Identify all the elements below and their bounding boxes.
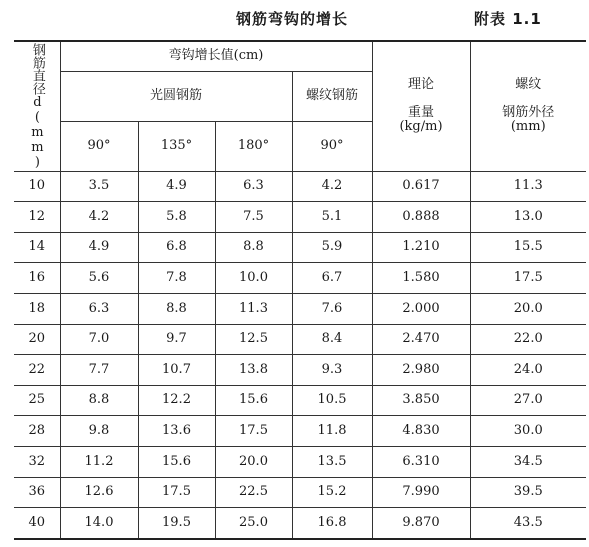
plain-180-cell: 17.5 [215,416,292,447]
plain-135-cell: 19.5 [138,508,215,539]
thread-diameter-header [470,41,586,171]
thread-header-line3: (mm) [510,119,546,135]
plain-90-cell: 9.8 [60,416,138,447]
diameter-header [14,41,60,171]
weight-header-line2: 重量 [408,105,435,121]
weight-header-line1: 理论 [408,76,435,92]
thread-diameter-cell: 13.0 [470,202,586,233]
plain-135-cell: 13.6 [138,416,215,447]
plain-90-cell: 8.8 [60,385,138,416]
ribbed-90-cell: 10.5 [292,385,372,416]
weight-cell: 0.617 [372,171,470,202]
plain-135-cell: 8.8 [138,293,215,324]
plain-180-cell: 11.3 [215,293,292,324]
table-row [14,416,586,447]
diameter-cell: 22 [14,355,60,386]
diameter-cell: 32 [14,446,60,477]
thread-diameter-cell: 17.5 [470,263,586,294]
plain-135-cell: 9.7 [138,324,215,355]
table-row [14,324,586,355]
angle-header-135: 135° [138,121,215,171]
table-row [14,508,586,539]
table-row [14,385,586,416]
table-row [14,202,586,233]
rebar-hook-table [14,40,586,540]
ribbed-bar-header: 螺纹钢筋 [292,71,372,121]
diameter-cell: 14 [14,232,60,263]
plain-90-cell: 4.9 [60,232,138,263]
angle-header-180: 180° [215,121,292,171]
plain-180-cell: 15.6 [215,385,292,416]
ribbed-90-cell: 4.2 [292,171,372,202]
thread-diameter-cell: 27.0 [470,385,586,416]
diameter-cell: 25 [14,385,60,416]
thread-diameter-cell: 34.5 [470,446,586,477]
plain-180-cell: 12.5 [215,324,292,355]
plain-90-cell: 14.0 [60,508,138,539]
table-row [14,293,586,324]
diameter-cell: 16 [14,263,60,294]
plain-135-cell: 6.8 [138,232,215,263]
weight-cell: 3.850 [372,385,470,416]
diameter-cell: 36 [14,477,60,508]
diameter-cell: 20 [14,324,60,355]
plain-90-cell: 5.6 [60,263,138,294]
plain-135-cell: 4.9 [138,171,215,202]
plain-180-cell: 6.3 [215,171,292,202]
plain-135-cell: 12.2 [138,385,215,416]
weight-header [372,41,470,171]
weight-cell: 4.830 [372,416,470,447]
diameter-header-label: 钢筋直径d(mm) [29,42,45,170]
ribbed-90-cell: 15.2 [292,477,372,508]
plain-90-cell: 12.6 [60,477,138,508]
table-number: 附表 1.1 [474,10,542,28]
ribbed-90-cell: 6.7 [292,263,372,294]
plain-90-cell: 7.0 [60,324,138,355]
table-row [14,446,586,477]
thread-diameter-cell: 15.5 [470,232,586,263]
hook-growth-header: 弯钩增长值(cm) [60,41,372,71]
plain-135-cell: 5.8 [138,202,215,233]
ribbed-90-cell: 9.3 [292,355,372,386]
weight-header-line3: (kg/m) [399,119,443,135]
thread-diameter-cell: 39.5 [470,477,586,508]
weight-cell: 2.000 [372,293,470,324]
table-row [14,171,586,202]
plain-180-cell: 20.0 [215,446,292,477]
table-row [14,232,586,263]
plain-180-cell: 10.0 [215,263,292,294]
thread-header-line2: 钢筋外径 [502,105,555,121]
plain-135-cell: 7.8 [138,263,215,294]
weight-cell: 2.470 [372,324,470,355]
diameter-cell: 28 [14,416,60,447]
plain-90-cell: 7.7 [60,355,138,386]
weight-cell: 7.990 [372,477,470,508]
plain-135-cell: 17.5 [138,477,215,508]
table-row [14,355,586,386]
thread-diameter-cell: 24.0 [470,355,586,386]
table-row [14,263,586,294]
plain-90-cell: 4.2 [60,202,138,233]
table-title: 钢筋弯钩的增长 [236,10,349,28]
ribbed-90-cell: 13.5 [292,446,372,477]
thread-diameter-cell: 43.5 [470,508,586,539]
ribbed-90-cell: 7.6 [292,293,372,324]
plain-135-cell: 15.6 [138,446,215,477]
angle-header-90-plain: 90° [60,121,138,171]
ribbed-90-cell: 16.8 [292,508,372,539]
plain-180-cell: 25.0 [215,508,292,539]
thread-diameter-cell: 30.0 [470,416,586,447]
ribbed-90-cell: 5.1 [292,202,372,233]
weight-cell: 1.210 [372,232,470,263]
weight-cell: 2.980 [372,355,470,386]
angle-header-90-ribbed: 90° [292,121,372,171]
plain-180-cell: 22.5 [215,477,292,508]
plain-135-cell: 10.7 [138,355,215,386]
weight-cell: 0.888 [372,202,470,233]
ribbed-90-cell: 11.8 [292,416,372,447]
thread-diameter-cell: 20.0 [470,293,586,324]
thread-diameter-cell: 22.0 [470,324,586,355]
ribbed-90-cell: 8.4 [292,324,372,355]
diameter-cell: 40 [14,508,60,539]
table-row [14,477,586,508]
diameter-cell: 18 [14,293,60,324]
thread-header-line1: 螺纹 [515,76,542,92]
plain-180-cell: 7.5 [215,202,292,233]
plain-90-cell: 6.3 [60,293,138,324]
weight-cell: 6.310 [372,446,470,477]
ribbed-90-cell: 5.9 [292,232,372,263]
diameter-cell: 10 [14,171,60,202]
plain-90-cell: 11.2 [60,446,138,477]
plain-90-cell: 3.5 [60,171,138,202]
plain-180-cell: 8.8 [215,232,292,263]
weight-cell: 9.870 [372,508,470,539]
thread-diameter-cell: 11.3 [470,171,586,202]
weight-cell: 1.580 [372,263,470,294]
diameter-cell: 12 [14,202,60,233]
plain-bar-header: 光圆钢筋 [60,71,292,121]
plain-180-cell: 13.8 [215,355,292,386]
